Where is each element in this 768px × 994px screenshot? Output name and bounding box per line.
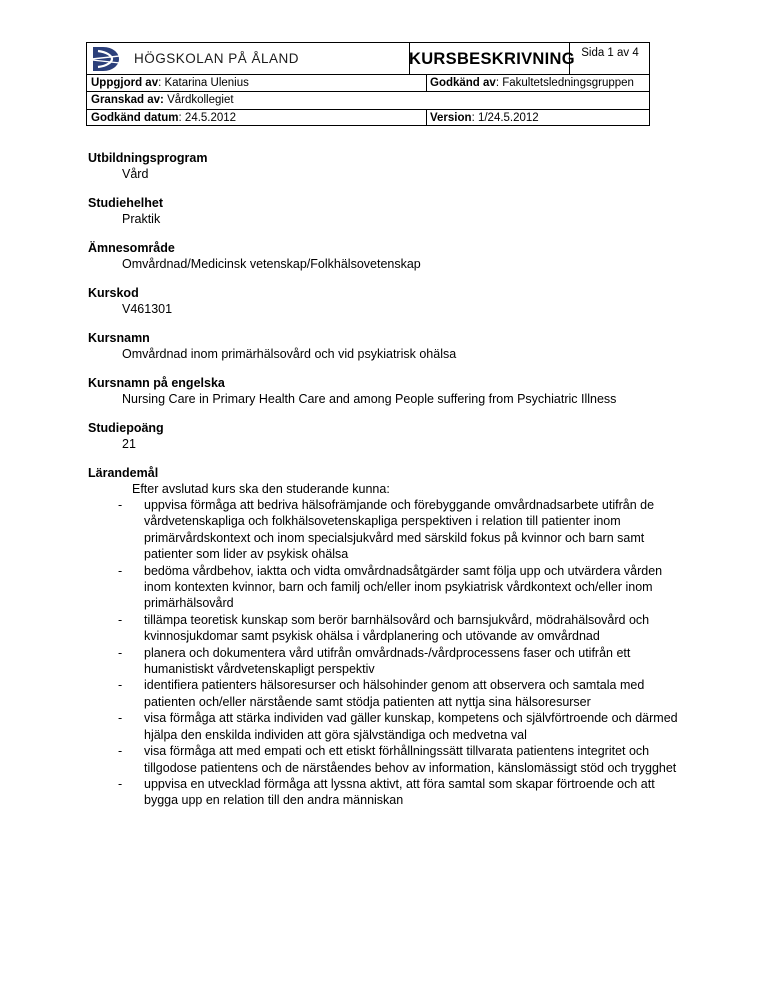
institution-name: HÖGSKOLAN PÅ ÅLAND [134, 51, 300, 66]
section-program [88, 150, 688, 182]
list-item-text: uppvisa förmåga att bedriva hälsofrämjande och förebyggande omvårdnadsarbete utifrån de vårdvetenskapliga och folkhälsovetenskapliga perspektiven i relation till patienter inom primärvårdskontext och inom specialsjukvård med särskild fokus på kvinnor och barn samt patienter som lider av psykisk ohälsa [144, 498, 655, 562]
prepared-by-value: : Katarina Ulenius [158, 77, 249, 89]
list-item [88, 743, 688, 776]
list-item [88, 710, 688, 743]
section-learning-outcomes [88, 465, 688, 809]
page-number: Sida 1 av 4 [581, 47, 639, 59]
list-item-text: planera och dokumentera vård utifrån omvårdnads-/vårdprocessens faser och utifrån ett humanistiskt vårdvetenskapligt perspektiv [144, 645, 631, 677]
list-item [88, 677, 688, 710]
list-item-text: identifiera patienters hälsoresurser och hälsohinder genom att observera och samtala med patienten och/eller närstående samt stödja patienten att nyttja sina hälsoresurser [144, 678, 645, 709]
list-item [88, 776, 688, 809]
section-value: Omvårdnad inom primärhälsovård och vid psykiatrisk ohälsa [122, 347, 457, 361]
section-heading: Utbildningsprogram [88, 151, 208, 165]
list-item-text: visa förmåga att stärka individen vad gäller kunskap, kompetens och självförtroende och därmed hjälpa den enskilda individen att göra självständiga och medvetna val [144, 711, 678, 742]
institution-logo [87, 43, 409, 75]
bullet-dash: - [118, 645, 123, 660]
reviewed-by-value: Vårdkollegiet [163, 94, 234, 106]
approved-date-value: : 24.5.2012 [178, 112, 237, 124]
header-row-prepared [87, 75, 649, 92]
section-heading: Kursnamn på engelska [88, 376, 225, 390]
approved-date-label: Godkänd datum [91, 112, 179, 124]
list-item-text: bedöma vårdbehov, iaktta och vidta omvårdnadsåtgärder samt följa upp och utvärdera vården inom kontexten kvinnor, barn och familj och/eller inom psykiatrisk vårdkontext och/eller inom primärhälsovård [144, 563, 663, 611]
version-label: Version [430, 112, 472, 124]
bullet-dash: - [118, 711, 123, 726]
section-study-unit [88, 195, 688, 227]
version [426, 110, 539, 126]
header-row-title [87, 43, 649, 75]
section-heading: Lärandemål [88, 466, 159, 480]
reviewed-by [87, 92, 234, 109]
section-course-name-english [88, 375, 688, 407]
bullet-dash: - [118, 776, 123, 791]
section-heading: Kursnamn [88, 331, 150, 345]
header-row-date [87, 110, 649, 126]
list-item [88, 497, 688, 563]
list-item [88, 645, 688, 678]
section-value: Omvårdnad/Medicinsk vetenskap/Folkhälsovetenskap [122, 257, 421, 271]
section-value: V461301 [122, 302, 173, 316]
bullet-dash: - [118, 563, 123, 578]
section-credits [88, 420, 688, 452]
list-item-text: visa förmåga att med empati och ett etiskt förhållningssätt tillvarata patientens integritet och tillgodose patientens och de närståendes behov av information, känslomässigt stöd och trygghet [144, 744, 677, 775]
header-row-reviewed [87, 92, 649, 110]
section-value: 21 [122, 437, 136, 451]
reviewed-by-label: Granskad av: [91, 94, 164, 106]
section-heading: Ämnesområde [88, 241, 175, 255]
institution-logo-icon [89, 45, 131, 73]
approved-by-label: Godkänd av [430, 77, 496, 89]
version-value: : 1/24.5.2012 [471, 112, 539, 124]
bullet-dash: - [118, 744, 123, 759]
prepared-by [87, 75, 249, 91]
section-heading: Studiepoäng [88, 421, 164, 435]
list-item-text: uppvisa en utvecklad förmåga att lyssna aktivt, att föra samtal som skapar förtroende och att bygga upp en relation till den andra människan [144, 776, 655, 808]
section-heading: Studiehelhet [88, 196, 164, 210]
learning-outcomes-list [88, 497, 688, 809]
list-item-text: tillämpa teoretisk kunskap som berör barnhälsovård och barnsjukvård, mödrahälsovård och kvinnosjukdomar samt psykisk ohälsa i vårdplanering och utövande av omvårdnad [144, 612, 650, 644]
approved-date [87, 110, 236, 126]
bullet-dash: - [118, 678, 123, 693]
section-value: Vård [122, 167, 149, 181]
bullet-dash: - [118, 498, 123, 512]
document-body [88, 150, 688, 822]
approved-by-value: : Fakultetsledningsgruppen [495, 77, 634, 89]
section-value: Praktik [122, 212, 161, 226]
section-heading: Kurskod [88, 286, 139, 300]
section-course-code [88, 285, 688, 317]
list-item [88, 612, 688, 645]
learning-outcomes-intro: Efter avslutad kurs ska den studerande kunna: [132, 482, 390, 496]
list-item [88, 563, 688, 612]
prepared-by-label: Uppgjord av [91, 77, 159, 89]
document-header-table [86, 42, 650, 126]
bullet-dash: - [118, 612, 123, 627]
section-value: Nursing Care in Primary Health Care and among People suffering from Psychiatric Illness [122, 392, 617, 406]
approved-by [426, 75, 634, 91]
section-subject-area [88, 240, 688, 272]
section-course-name [88, 330, 688, 362]
document-title: KURSBESKRIVNING [409, 50, 575, 68]
